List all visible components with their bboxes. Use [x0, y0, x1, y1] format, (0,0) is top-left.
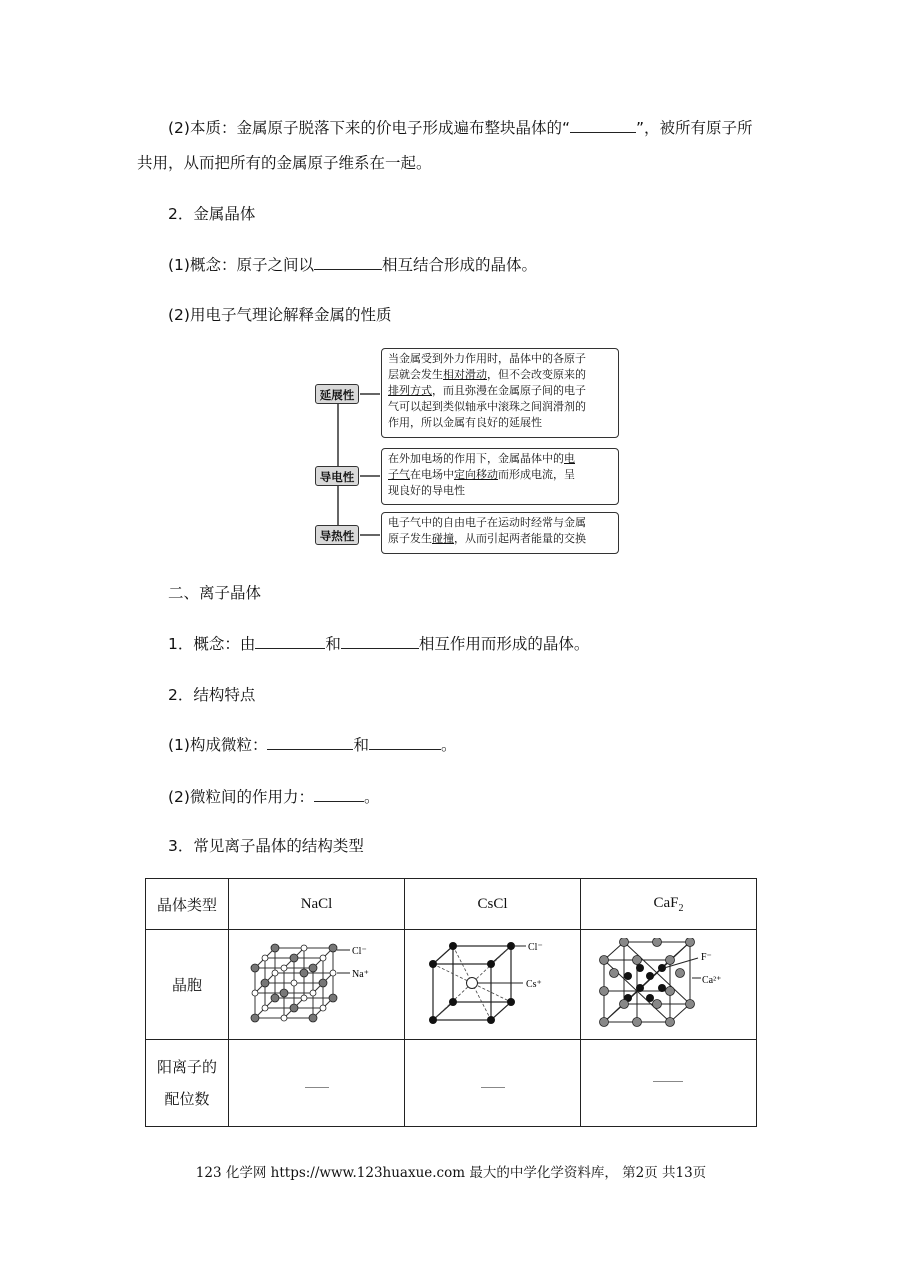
cscl-label-cl: Cl⁻ [527, 941, 543, 953]
ionic-concept-c: 相互作用而形成的晶体。 [418, 635, 590, 653]
ductility-line-3: 排列方式，而且弥漫在金属原子间的电子 [388, 384, 586, 397]
electrical-line-1: 在外加电场的作用下，金属晶体中的电 [388, 452, 575, 465]
essence-text-prefix: (2)本质：金属原子脱落下来的价电子形成遍布整块晶体的“ [168, 119, 570, 137]
particles-line [168, 734, 457, 756]
blank-electron-gas[interactable] [570, 117, 636, 133]
electron-gas-heading: (2)用电子气理论解释金属的性质 [168, 306, 392, 324]
electrical-explanation-box [381, 448, 619, 505]
nacl-label-cl: Cl⁻ [351, 945, 367, 957]
ionic-concept-line [168, 633, 589, 655]
electrical-line-3: 现良好的导电性 [388, 484, 465, 497]
blank-anion[interactable] [341, 633, 419, 649]
ductility-line-1: 当金属受到外力作用时，晶体中的各原子 [388, 352, 586, 365]
thermal-line-2: 原子发生碰撞，从而引起两者能量的交换 [388, 532, 586, 545]
unit-cell-label: 晶胞 [146, 930, 229, 1040]
metal-concept-prefix: (1)概念：原子之间以 [168, 256, 314, 274]
nacl-coordination-cell[interactable] [229, 1040, 405, 1127]
thermal-explanation-box [381, 512, 619, 554]
table-row [146, 879, 757, 930]
ductility-line-4: 气可以起到类似轴承中滚珠之间润滑剂的 [388, 400, 586, 413]
particles-a: (1)构成微粒： [168, 736, 268, 754]
blank-ionic-bond[interactable] [314, 786, 364, 802]
nacl-unit-cell-diagram [247, 938, 387, 1028]
header-nacl: NaCl [229, 879, 405, 930]
ductility-line-2: 层就会发生相对滑动，但不会改变原来的 [388, 368, 586, 381]
ionic-crystal-heading: 二、离子晶体 [168, 584, 262, 602]
force-line [168, 786, 379, 808]
blank-metallic-bond[interactable] [314, 254, 382, 270]
thermal-line-1: 电子气中的自由电子在运动时经常与金属 [388, 516, 586, 529]
table-row [146, 930, 757, 1040]
ionic-concept-a: 1．概念：由 [168, 635, 256, 653]
tag-electrical-conductivity: 导电性 [315, 466, 359, 486]
force-a: (2)微粒间的作用力： [168, 788, 314, 806]
ionic-structure-table [145, 878, 757, 1127]
essence-line-2: 共用，从而把所有的金属原子维系在一起。 [137, 154, 432, 172]
blank-cscl-coordination[interactable] [481, 1077, 505, 1088]
ductility-explanation-box [381, 348, 619, 438]
metal-crystal-heading: 2．金属晶体 [168, 205, 256, 223]
structure-heading: 2．结构特点 [168, 686, 256, 704]
metal-concept-line [168, 254, 537, 276]
blank-particle-2[interactable] [369, 734, 441, 750]
blank-nacl-coordination[interactable] [305, 1077, 329, 1088]
metal-concept-suffix: 相互结合形成的晶体。 [381, 256, 537, 274]
types-heading: 3．常见离子晶体的结构类型 [168, 837, 364, 855]
blank-caf2-coordination[interactable] [653, 1079, 683, 1082]
tag-ductility: 延展性 [315, 384, 359, 404]
caf2-unit-cell-diagram [598, 938, 738, 1028]
caf2-label-f: F⁻ [701, 951, 713, 963]
blank-cation[interactable] [255, 633, 325, 649]
caf2-coordination-cell[interactable] [580, 1040, 756, 1127]
particles-b: 和 [353, 736, 369, 754]
essence-text-suffix: ”，被所有原子所 [636, 119, 753, 137]
particles-c: 。 [440, 736, 457, 754]
force-b: 。 [363, 788, 380, 806]
essence-line-1 [168, 117, 753, 139]
caf2-cell [580, 930, 756, 1040]
coordination-label-cell [146, 1040, 229, 1127]
cscl-coordination-cell[interactable] [405, 1040, 581, 1127]
cscl-cell [405, 930, 581, 1040]
header-caf2: CaF$_2$ [580, 879, 756, 930]
tag-thermal-conductivity: 导热性 [315, 525, 359, 545]
nacl-cell [229, 930, 405, 1040]
electrical-line-2: 子气在电场中定向移动而形成电流，呈 [388, 468, 575, 481]
coordination-label-line-1: 阳离子的 [157, 1058, 218, 1076]
ionic-concept-b: 和 [325, 635, 341, 653]
header-label-cell: 晶体类型 [146, 879, 229, 930]
cscl-unit-cell-diagram [423, 938, 563, 1028]
blank-particle-1[interactable] [267, 734, 353, 750]
coordination-label-line-2: 配位数 [164, 1090, 210, 1108]
cscl-label-cs: Cs⁺ [525, 978, 542, 990]
ductility-line-5: 作用，所以金属有良好的延展性 [388, 416, 542, 429]
table-row [146, 1040, 757, 1127]
nacl-label-na: Na⁺ [351, 968, 369, 980]
page-footer: 123 化学网 https://www.123huaxue.com 最大的中学化学资料库， 第2页 共13页 [195, 1165, 707, 1181]
caf2-label-ca: Ca²⁺ [702, 974, 722, 986]
header-cscl: CsCl [405, 879, 581, 930]
